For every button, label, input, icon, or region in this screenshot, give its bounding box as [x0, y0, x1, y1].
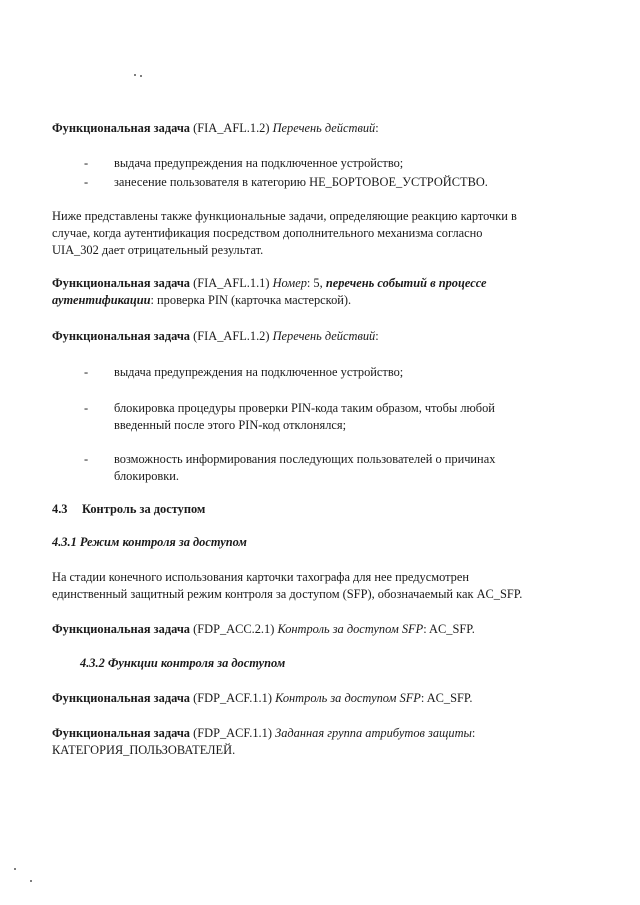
list-item: - занесение пользователя в категорию НЕ_БОРТОВОЕ_УСТРОЙСТВО.	[84, 175, 488, 189]
functional-task-fdp-acf-1-1-a: Функциональная задача (FDP_ACF.1.1) Контроль за доступом SFP: AC_SFP.	[52, 691, 473, 705]
functional-task-fdp-acf-1-1-b: Функциональная задача (FDP_ACF.1.1) Заданная группа атрибутов защиты: КАТЕГОРИЯ_ПОЛЬЗОВАТЕЛЕЙ.	[52, 726, 476, 757]
scan-speck	[14, 868, 16, 870]
section-heading-4-3-2: 4.3.2 Функции контроля за доступом	[80, 656, 286, 670]
scan-speck	[30, 880, 32, 882]
section-heading-4-3: 4.3 Контроль за доступом	[52, 502, 206, 516]
scan-speck	[134, 74, 136, 76]
functional-task-fdp-acc-2-1: Функциональная задача (FDP_ACC.2.1) Контроль за доступом SFP: AC_SFP.	[52, 622, 475, 636]
list-item: - выдача предупреждения на подключенное устройство;	[84, 156, 404, 170]
list-item: - блокировка процедуры проверки PIN-кода таким образом, чтобы любой введенный после этого PIN-код отклонялся;	[84, 401, 495, 432]
section-heading-4-3-1: 4.3.1 Режим контроля за доступом	[52, 535, 247, 549]
intro-paragraph: Ниже представлены также функциональные задачи, определяющие реакцию карточки в случае, когда аутентификация посредством дополнительного механизма согласно UIA_302 дает отрицательный результат.	[52, 209, 517, 257]
functional-task-fia-afl-1-2-a: Функциональная задача (FIA_AFL.1.2) Перечень действий:	[52, 121, 379, 135]
list-item: - возможность информирования последующих пользователей о причинах блокировки.	[84, 452, 496, 483]
scan-speck	[140, 75, 142, 77]
functional-task-fia-afl-1-1: Функциональная задача (FIA_AFL.1.1) Номер: 5, перечень событий в процессе аутентификации: проверка PIN (карточка мастерской).	[52, 276, 487, 307]
list-item: - выдача предупреждения на подключенное устройство;	[84, 365, 404, 379]
sfp-paragraph: На стадии конечного использования карточки тахографа для нее предусмотрен единственный защитный режим контроля за доступом (SFP), обозначаемый как AC_SFP.	[52, 570, 523, 601]
functional-task-fia-afl-1-2-b: Функциональная задача (FIA_AFL.1.2) Перечень действий:	[52, 329, 379, 343]
